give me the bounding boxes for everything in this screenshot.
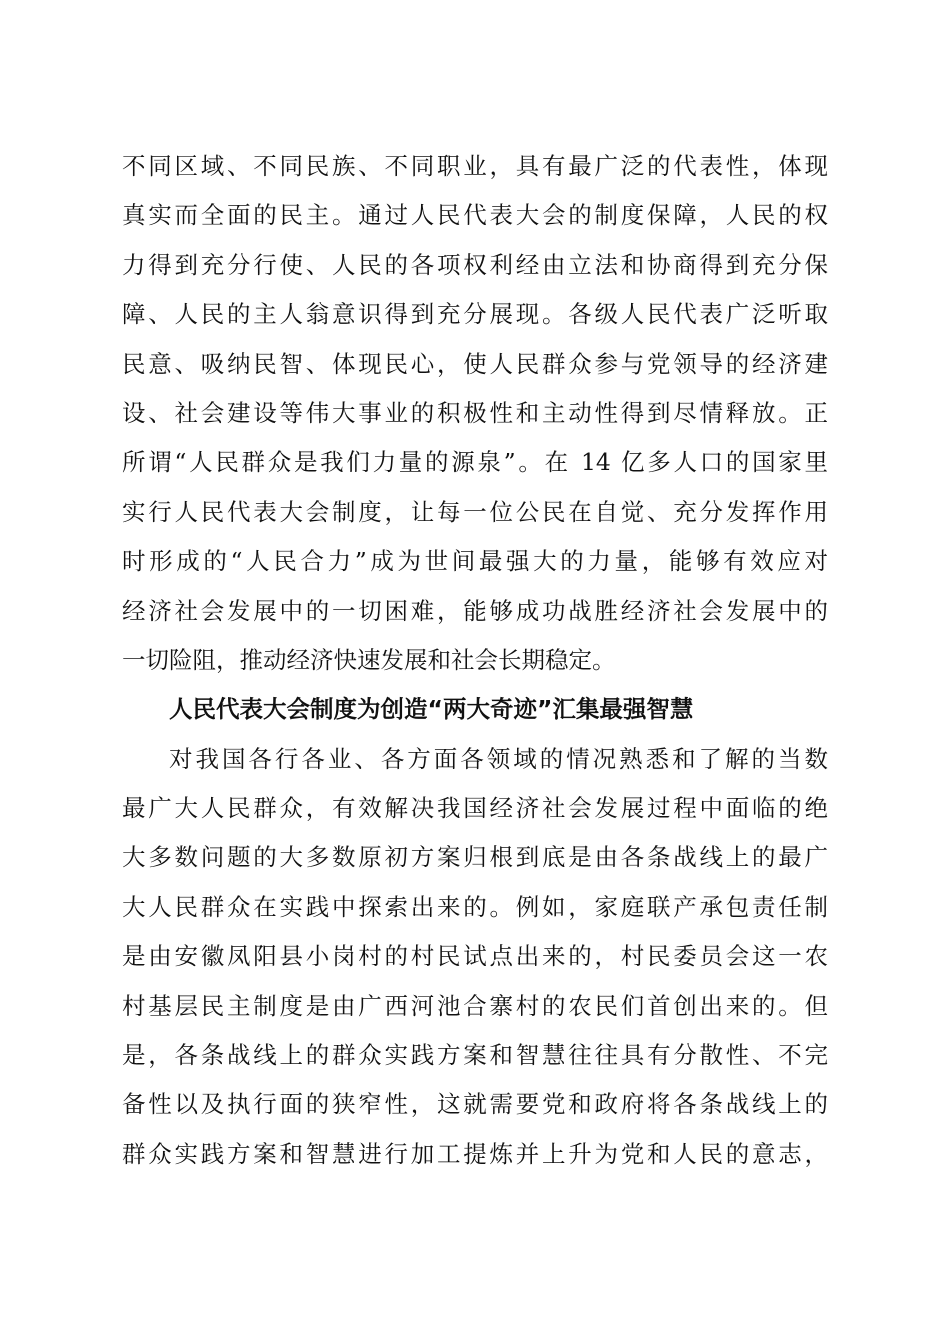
section-heading: 人民代表大会制度为创造“两大奇迹”汇集最强智慧 xyxy=(169,695,694,724)
paragraph-line: 障、人民的主人翁意识得到充分展现。各级人民代表广泛听取 xyxy=(122,300,828,329)
paragraph-line: 所谓“人民群众是我们力量的源泉”。在 14 亿多人口的国家里 xyxy=(122,448,828,477)
document-body xyxy=(122,142,828,1179)
paragraph-1 xyxy=(122,142,828,685)
paragraph-line: 群众实践方案和智慧进行加工提炼并上升为党和人民的意志， xyxy=(122,1139,828,1168)
paragraph-line: 实行人民代表大会制度，让每一位公民在自觉、充分发挥作用 xyxy=(122,497,828,526)
paragraph-line: 大多数问题的大多数原初方案归根到底是由各条战线上的最广 xyxy=(122,843,828,872)
paragraph-line: 真实而全面的民主。通过人民代表大会的制度保障，人民的权 xyxy=(122,201,828,230)
paragraph-line: 不同区域、不同民族、不同职业，具有最广泛的代表性，体现 xyxy=(122,152,828,180)
paragraph-2 xyxy=(122,735,828,1180)
paragraph-line: 最广大人民群众，有效解决我国经济社会发展过程中面临的绝 xyxy=(122,794,828,823)
paragraph-line: 村基层民主制度是由广西河池合寨村的农民们首创出来的。但 xyxy=(122,991,828,1020)
paragraph-line: 是，各条战线上的群众实践方案和智慧往往具有分散性、不完 xyxy=(122,1041,828,1070)
paragraph-line: 备性以及执行面的狭窄性，这就需要党和政府将各条战线上的 xyxy=(122,1090,828,1119)
paragraph-line: 一切险阻，推动经济快速发展和社会长期稳定。 xyxy=(122,645,616,674)
paragraph-line: 民意、吸纳民智、体现民心，使人民群众参与党领导的经济建 xyxy=(122,349,828,378)
paragraph-line: 大人民群众在实践中探索出来的。例如，家庭联产承包责任制 xyxy=(122,892,828,921)
paragraph-line: 是由安徽凤阳县小岗村的村民试点出来的，村民委员会这一农 xyxy=(122,942,828,971)
paragraph-line: 时形成的“人民合力”成为世间最强大的力量，能够有效应对 xyxy=(122,547,828,576)
paragraph-line: 经济社会发展中的一切困难，能够成功战胜经济社会发展中的 xyxy=(122,596,828,625)
paragraph-line: 力得到充分行使、人民的各项权利经由立法和协商得到充分保 xyxy=(122,250,828,279)
paragraph-line: 设、社会建设等伟大事业的积极性和主动性得到尽情释放。正 xyxy=(122,398,828,427)
paragraph-line: 对我国各行各业、各方面各领域的情况熟悉和了解的当数 xyxy=(169,744,828,773)
